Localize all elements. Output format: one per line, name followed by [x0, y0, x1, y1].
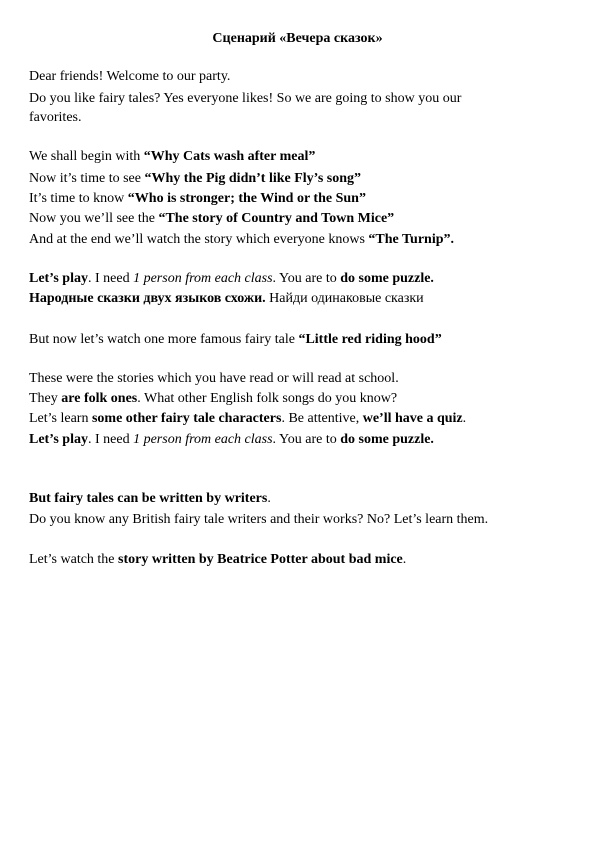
potter-text: . [402, 552, 407, 567]
program-line-2 [29, 170, 361, 188]
program-text: And at the end we’ll watch the story which everyone knows [29, 232, 369, 247]
intro-line-1: Dear friends! Welcome to our party. [29, 69, 231, 84]
potter-text: Let’s watch the [29, 552, 119, 567]
russian-instruction: Найди одинаковые сказки [265, 291, 424, 306]
potter-line [29, 551, 406, 569]
program-line-4 [29, 210, 394, 228]
puzzle-task: do some puzzle. [340, 271, 434, 286]
program-text: We shall begin with [29, 149, 144, 164]
stories-text: . [462, 411, 467, 426]
writers-line-1 [29, 490, 271, 508]
folk-ones: are folk ones [61, 391, 138, 406]
game-text: . I need [87, 432, 134, 447]
characters: some other fairy tale characters [91, 411, 282, 426]
russian-note: Народные сказки двух языков схожи. [29, 291, 266, 306]
intro-line-3: favorites. [29, 110, 82, 125]
tale-title: “The Turnip”. [368, 232, 455, 247]
program-line-3 [29, 190, 366, 208]
stories-line-2 [29, 390, 397, 408]
writers-heading: But fairy tales can be written by writers [29, 491, 268, 506]
program-line-5 [29, 231, 454, 249]
stories-line-3 [29, 410, 466, 428]
program-text: It’s time to know [29, 191, 128, 206]
quiz: we’ll have a quiz [362, 411, 463, 426]
game2-line [29, 431, 434, 449]
tale-title: “The story of Country and Town Mice” [158, 211, 395, 226]
stories-text: They [29, 391, 62, 406]
game-text: . You are to [272, 432, 341, 447]
lets-play: Let’s play [29, 271, 88, 286]
puzzle-task: do some puzzle. [340, 432, 434, 447]
stories-line-1: These were the stories which you have read or will read at school. [29, 371, 399, 386]
riding-text: But now let’s watch one more famous fairy tale [29, 332, 299, 347]
tale-title: “Little red riding hood” [298, 332, 442, 347]
potter-story: story written by Beatrice Potter about bad mice [118, 552, 403, 567]
document-title: Сценарий «Вечера сказок» [212, 31, 383, 46]
program-text: Now it’s time to see [29, 171, 145, 186]
writers-line-2: Do you know any British fairy tale writers and their works? No? Let’s learn them. [29, 512, 489, 527]
program-text: Now you we’ll see the [29, 211, 159, 226]
tale-title: “Who is stronger; the Wind or the Sun” [127, 191, 366, 206]
stories-text: . What other English folk songs do you know? [137, 391, 398, 406]
game-text: . I need [87, 271, 134, 286]
tale-title: “Why Cats wash after meal” [143, 149, 316, 164]
intro-line-2: Do you like fairy tales? Yes everyone likes! So we are going to show you our [29, 91, 462, 106]
stories-text: Let’s learn [29, 411, 92, 426]
lets-play: Let’s play [29, 432, 88, 447]
program-line-1 [29, 148, 315, 166]
tale-title: “Why the Pig didn’t like Fly’s song” [144, 171, 362, 186]
game1-line-1 [29, 270, 434, 288]
participants: 1 person from each class [133, 432, 273, 447]
game1-line-2 [29, 290, 424, 308]
stories-text: . Be attentive, [281, 411, 363, 426]
riding-hood-line [29, 331, 442, 349]
participants: 1 person from each class [133, 271, 273, 286]
writers-text: . [267, 491, 271, 506]
game-text: . You are to [272, 271, 341, 286]
